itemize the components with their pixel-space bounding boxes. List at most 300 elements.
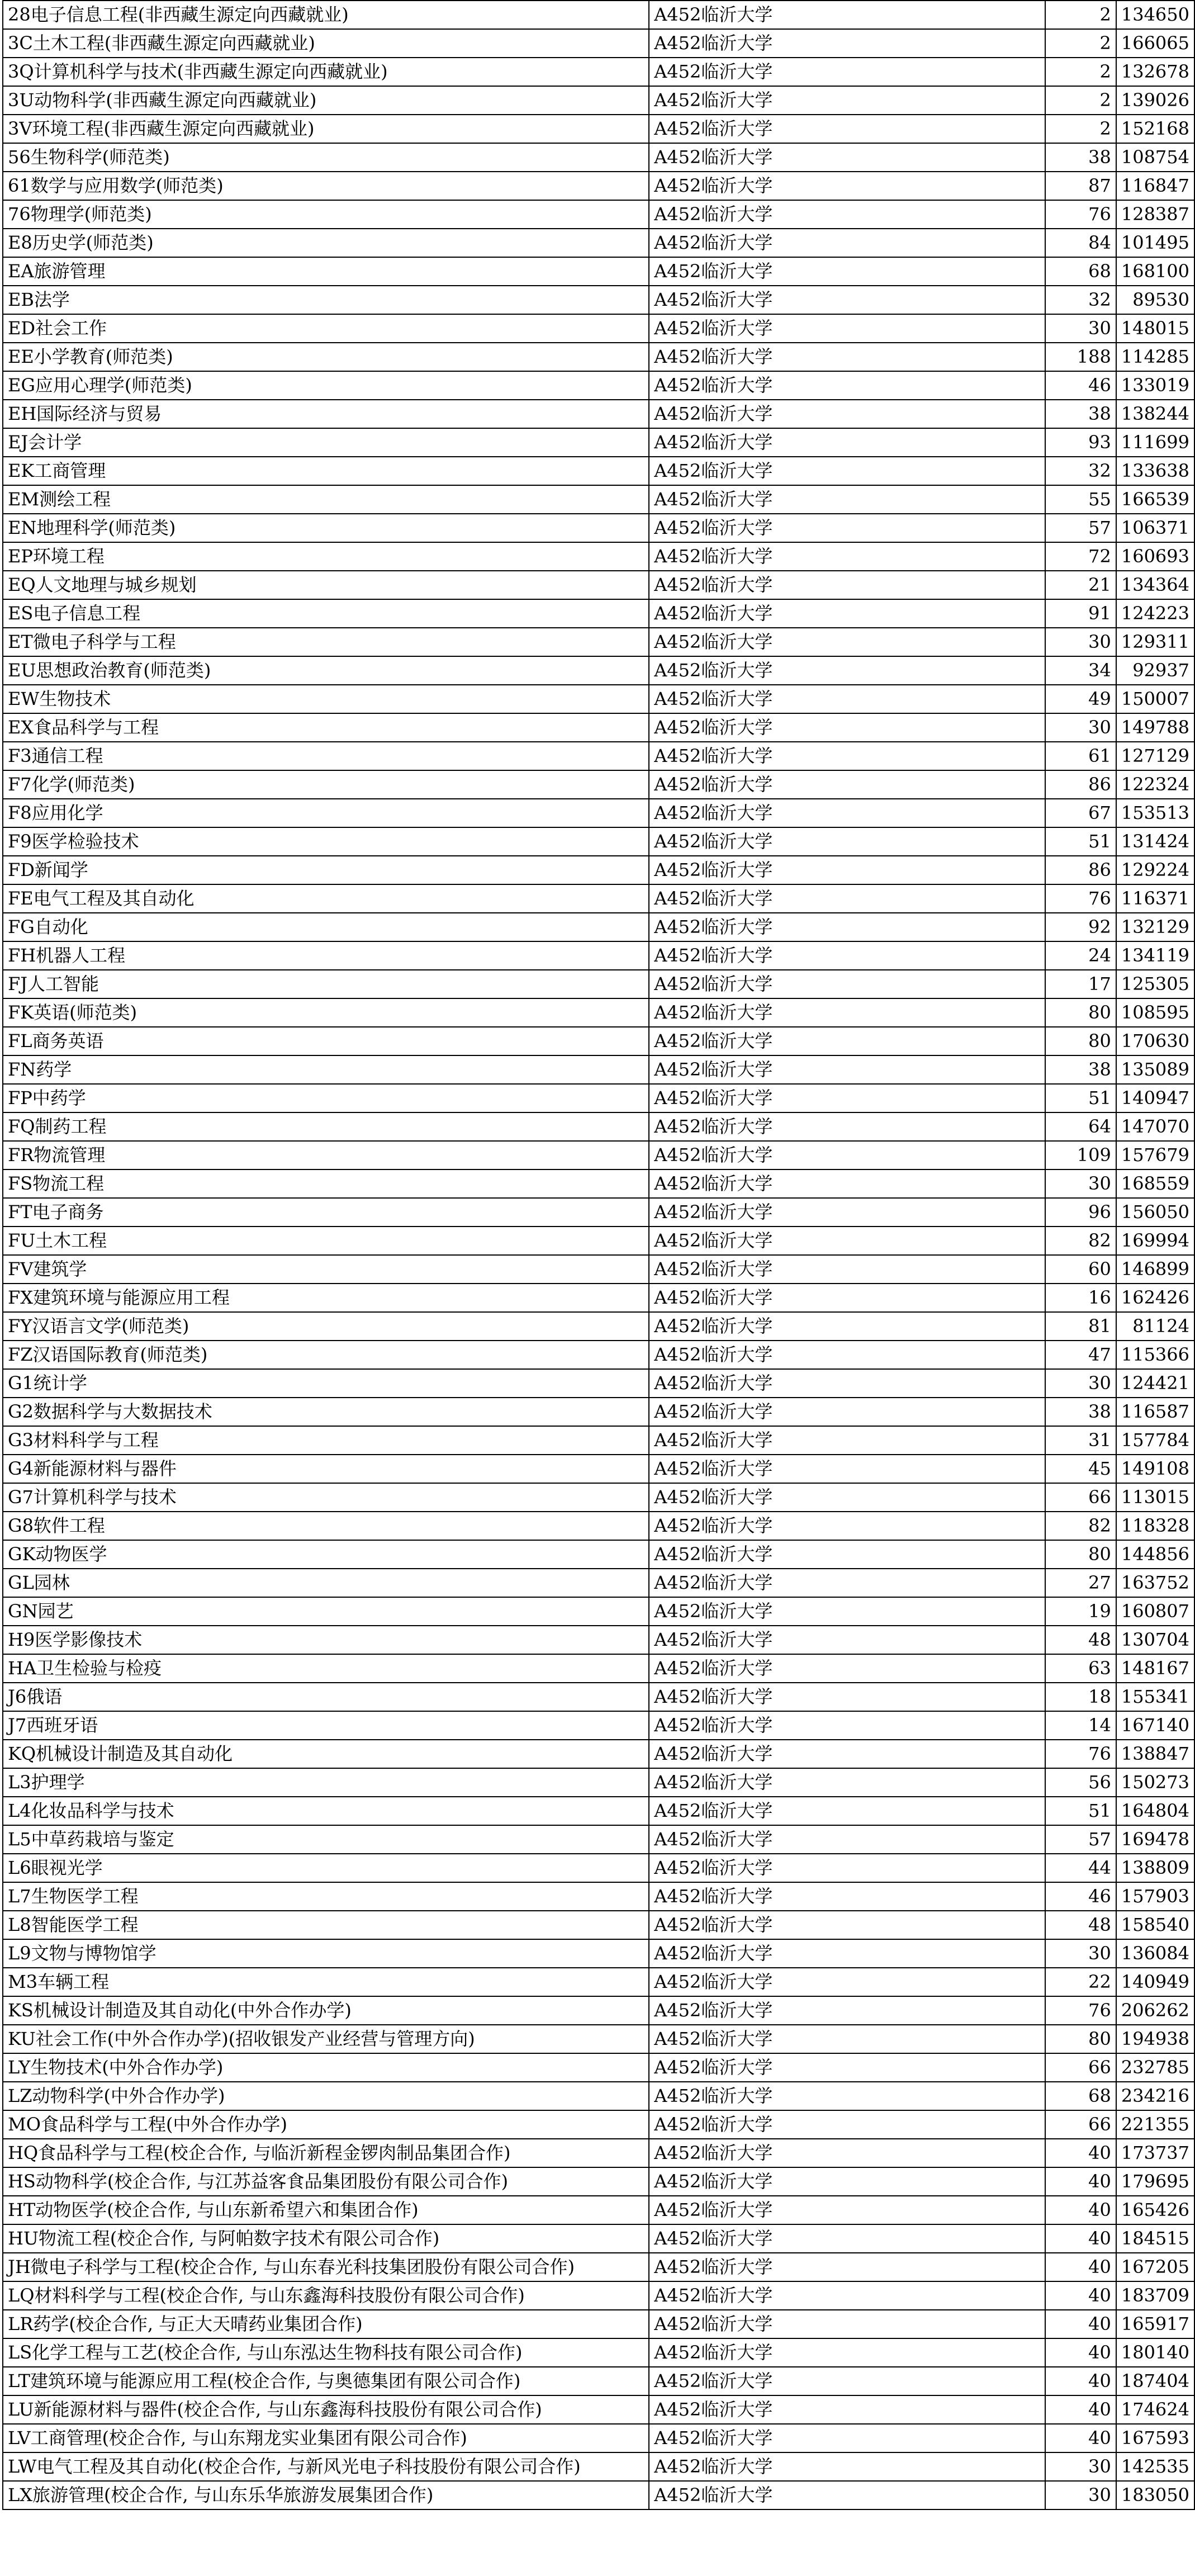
- table-row: [3, 229, 1194, 257]
- table-row: [3, 1112, 1194, 1141]
- school-cell: A452临沂大学: [649, 2338, 1045, 2367]
- rank-cell: 187404: [1116, 2367, 1194, 2395]
- major-cell: L6眼视光学: [3, 1854, 649, 1882]
- table-row: [3, 1084, 1194, 1112]
- major-cell: EG应用心理学(师范类): [3, 371, 649, 400]
- table-row: [3, 2053, 1194, 2082]
- school-cell: A452临沂大学: [649, 200, 1045, 229]
- major-cell: HU物流工程(校企合作, 与阿帕数字技术有限公司合作): [3, 2224, 649, 2253]
- rank-cell: 113015: [1116, 1483, 1194, 1512]
- table-row: [3, 400, 1194, 428]
- school-cell: A452临沂大学: [649, 1968, 1045, 1996]
- school-cell: A452临沂大学: [649, 314, 1045, 343]
- count-cell: 80: [1045, 1540, 1116, 1569]
- major-cell: EJ会计学: [3, 428, 649, 457]
- major-cell: M3车辆工程: [3, 1968, 649, 1996]
- count-cell: 66: [1045, 2110, 1116, 2139]
- count-cell: 30: [1045, 1939, 1116, 1968]
- school-cell: A452临沂大学: [649, 998, 1045, 1027]
- rank-cell: 183050: [1116, 2481, 1194, 2509]
- major-cell: FV建筑学: [3, 1255, 649, 1284]
- count-cell: 30: [1045, 1169, 1116, 1198]
- table-row: [3, 2367, 1194, 2395]
- school-cell: A452临沂大学: [649, 970, 1045, 998]
- table-row: [3, 2481, 1194, 2509]
- major-cell: LZ动物科学(中外合作办学): [3, 2082, 649, 2110]
- count-cell: 61: [1045, 742, 1116, 770]
- table-row: [3, 1968, 1194, 1996]
- table-row: [3, 1, 1194, 29]
- major-cell: EM测绘工程: [3, 485, 649, 514]
- rank-cell: 150273: [1116, 1768, 1194, 1797]
- school-cell: A452临沂大学: [649, 2139, 1045, 2167]
- count-cell: 86: [1045, 770, 1116, 799]
- school-cell: A452临沂大学: [649, 2452, 1045, 2481]
- table-row: [3, 1740, 1194, 1768]
- count-cell: 82: [1045, 1512, 1116, 1540]
- school-cell: A452临沂大学: [649, 457, 1045, 485]
- major-cell: EX食品科学与工程: [3, 713, 649, 742]
- rank-cell: 160693: [1116, 542, 1194, 571]
- school-cell: A452临沂大学: [649, 2253, 1045, 2281]
- rank-cell: 163752: [1116, 1569, 1194, 1597]
- rank-cell: 133638: [1116, 457, 1194, 485]
- rank-cell: 167140: [1116, 1711, 1194, 1740]
- major-cell: E8历史学(师范类): [3, 229, 649, 257]
- rank-cell: 184515: [1116, 2224, 1194, 2253]
- major-cell: EE小学教育(师范类): [3, 343, 649, 371]
- major-cell: ES电子信息工程: [3, 599, 649, 628]
- rank-cell: 125305: [1116, 970, 1194, 998]
- count-cell: 40: [1045, 2310, 1116, 2338]
- table-row: [3, 1284, 1194, 1312]
- table-row: [3, 314, 1194, 343]
- major-cell: FU土木工程: [3, 1227, 649, 1255]
- count-cell: 31: [1045, 1426, 1116, 1455]
- count-cell: 14: [1045, 1711, 1116, 1740]
- count-cell: 80: [1045, 1027, 1116, 1055]
- major-cell: EB法学: [3, 286, 649, 314]
- count-cell: 46: [1045, 371, 1116, 400]
- major-cell: F3通信工程: [3, 742, 649, 770]
- table-row: [3, 827, 1194, 856]
- major-cell: FN药学: [3, 1055, 649, 1084]
- school-cell: A452临沂大学: [649, 1027, 1045, 1055]
- count-cell: 30: [1045, 2481, 1116, 2509]
- school-cell: A452临沂大学: [649, 1, 1045, 29]
- rank-cell: 232785: [1116, 2053, 1194, 2082]
- table-row: [3, 1512, 1194, 1540]
- school-cell: A452临沂大学: [649, 2310, 1045, 2338]
- school-cell: A452临沂大学: [649, 2367, 1045, 2395]
- table-row: [3, 742, 1194, 770]
- count-cell: 51: [1045, 1797, 1116, 1825]
- major-cell: GK动物医学: [3, 1540, 649, 1569]
- major-cell: G7计算机科学与技术: [3, 1483, 649, 1512]
- table-row: [3, 1255, 1194, 1284]
- table-row: [3, 1654, 1194, 1683]
- table-row: [3, 2338, 1194, 2367]
- count-cell: 21: [1045, 571, 1116, 599]
- table-row: [3, 1797, 1194, 1825]
- table-row: [3, 343, 1194, 371]
- major-cell: FL商务英语: [3, 1027, 649, 1055]
- school-cell: A452临沂大学: [649, 1141, 1045, 1169]
- major-cell: L3护理学: [3, 1768, 649, 1797]
- school-cell: A452临沂大学: [649, 1483, 1045, 1512]
- school-cell: A452临沂大学: [649, 1512, 1045, 1540]
- table-row: [3, 884, 1194, 913]
- rank-cell: 142535: [1116, 2452, 1194, 2481]
- table-row: [3, 2395, 1194, 2424]
- rank-cell: 165426: [1116, 2196, 1194, 2224]
- school-cell: A452临沂大学: [649, 1084, 1045, 1112]
- table-row: [3, 457, 1194, 485]
- major-cell: FS物流工程: [3, 1169, 649, 1198]
- major-cell: L8智能医学工程: [3, 1911, 649, 1939]
- count-cell: 68: [1045, 257, 1116, 286]
- table-row: [3, 86, 1194, 115]
- count-cell: 91: [1045, 599, 1116, 628]
- count-cell: 38: [1045, 1055, 1116, 1084]
- major-cell: L7生物医学工程: [3, 1882, 649, 1911]
- major-cell: FQ制药工程: [3, 1112, 649, 1141]
- rank-cell: 166065: [1116, 29, 1194, 58]
- school-cell: A452临沂大学: [649, 913, 1045, 941]
- count-cell: 80: [1045, 2025, 1116, 2053]
- table-row: [3, 1768, 1194, 1797]
- rank-cell: 111699: [1116, 428, 1194, 457]
- major-cell: FT电子商务: [3, 1198, 649, 1227]
- school-cell: A452临沂大学: [649, 2424, 1045, 2452]
- count-cell: 44: [1045, 1854, 1116, 1882]
- rank-cell: 139026: [1116, 86, 1194, 115]
- table-row: [3, 1341, 1194, 1369]
- count-cell: 2: [1045, 1, 1116, 29]
- table-row: [3, 1711, 1194, 1740]
- major-cell: FR物流管理: [3, 1141, 649, 1169]
- count-cell: 81: [1045, 1312, 1116, 1341]
- major-cell: G3材料科学与工程: [3, 1426, 649, 1455]
- rank-cell: 116847: [1116, 172, 1194, 200]
- rank-cell: 135089: [1116, 1055, 1194, 1084]
- rank-cell: 148167: [1116, 1654, 1194, 1683]
- major-cell: FE电气工程及其自动化: [3, 884, 649, 913]
- table-row: [3, 1483, 1194, 1512]
- rank-cell: 129224: [1116, 856, 1194, 884]
- major-cell: HQ食品科学与工程(校企合作, 与临沂新程金锣肉制品集团合作): [3, 2139, 649, 2167]
- school-cell: A452临沂大学: [649, 115, 1045, 143]
- rank-cell: 134364: [1116, 571, 1194, 599]
- school-cell: A452临沂大学: [649, 542, 1045, 571]
- school-cell: A452临沂大学: [649, 1711, 1045, 1740]
- rank-cell: 146899: [1116, 1255, 1194, 1284]
- major-cell: LW电气工程及其自动化(校企合作, 与新风光电子科技股份有限公司合作): [3, 2452, 649, 2481]
- count-cell: 2: [1045, 29, 1116, 58]
- school-cell: A452临沂大学: [649, 1626, 1045, 1654]
- rank-cell: 134650: [1116, 1, 1194, 29]
- table-row: [3, 856, 1194, 884]
- rank-cell: 127129: [1116, 742, 1194, 770]
- table-row: [3, 1369, 1194, 1398]
- count-cell: 60: [1045, 1255, 1116, 1284]
- table-row: [3, 514, 1194, 542]
- rank-cell: 129311: [1116, 628, 1194, 656]
- rank-cell: 114285: [1116, 343, 1194, 371]
- major-cell: FP中药学: [3, 1084, 649, 1112]
- table-row: [3, 1198, 1194, 1227]
- school-cell: A452临沂大学: [649, 742, 1045, 770]
- table-row: [3, 770, 1194, 799]
- table-row: [3, 200, 1194, 229]
- school-cell: A452临沂大学: [649, 1683, 1045, 1711]
- major-cell: G4新能源材料与器件: [3, 1455, 649, 1483]
- school-cell: A452临沂大学: [649, 286, 1045, 314]
- rank-cell: 169478: [1116, 1825, 1194, 1854]
- table-row: [3, 1169, 1194, 1198]
- table-row: [3, 1569, 1194, 1597]
- major-cell: J6俄语: [3, 1683, 649, 1711]
- major-cell: LY生物技术(中外合作办学): [3, 2053, 649, 2082]
- count-cell: 51: [1045, 827, 1116, 856]
- table-row: [3, 29, 1194, 58]
- table-row: [3, 2310, 1194, 2338]
- major-cell: 3C土木工程(非西藏生源定向西藏就业): [3, 29, 649, 58]
- rank-cell: 89530: [1116, 286, 1194, 314]
- major-cell: KU社会工作(中外合作办学)(招收银发产业经营与管理方向): [3, 2025, 649, 2053]
- count-cell: 40: [1045, 2281, 1116, 2310]
- count-cell: 40: [1045, 2196, 1116, 2224]
- rank-cell: 206262: [1116, 1996, 1194, 2025]
- school-cell: A452临沂大学: [649, 656, 1045, 685]
- school-cell: A452临沂大学: [649, 770, 1045, 799]
- major-cell: FH机器人工程: [3, 941, 649, 970]
- count-cell: 17: [1045, 970, 1116, 998]
- school-cell: A452临沂大学: [649, 1540, 1045, 1569]
- count-cell: 66: [1045, 1483, 1116, 1512]
- rank-cell: 164804: [1116, 1797, 1194, 1825]
- school-cell: A452临沂大学: [649, 143, 1045, 172]
- rank-cell: 140949: [1116, 1968, 1194, 1996]
- table-row: [3, 1055, 1194, 1084]
- rank-cell: 140947: [1116, 1084, 1194, 1112]
- school-cell: A452临沂大学: [649, 1740, 1045, 1768]
- rank-cell: 152168: [1116, 115, 1194, 143]
- rank-cell: 130704: [1116, 1626, 1194, 1654]
- school-cell: A452临沂大学: [649, 1597, 1045, 1626]
- table-row: [3, 571, 1194, 599]
- count-cell: 46: [1045, 1882, 1116, 1911]
- school-cell: A452临沂大学: [649, 1768, 1045, 1797]
- major-cell: EP环境工程: [3, 542, 649, 571]
- count-cell: 64: [1045, 1112, 1116, 1141]
- count-cell: 76: [1045, 1740, 1116, 1768]
- table-row: [3, 257, 1194, 286]
- school-cell: A452临沂大学: [649, 1398, 1045, 1426]
- school-cell: A452临沂大学: [649, 827, 1045, 856]
- school-cell: A452临沂大学: [649, 2224, 1045, 2253]
- table-row: [3, 1027, 1194, 1055]
- school-cell: A452临沂大学: [649, 1654, 1045, 1683]
- table-row: [3, 2424, 1194, 2452]
- rank-cell: 150007: [1116, 685, 1194, 713]
- count-cell: 45: [1045, 1455, 1116, 1483]
- count-cell: 38: [1045, 1398, 1116, 1426]
- school-cell: A452临沂大学: [649, 2196, 1045, 2224]
- table-row: [3, 1854, 1194, 1882]
- rank-cell: 92937: [1116, 656, 1194, 685]
- table-row: [3, 2082, 1194, 2110]
- major-cell: G2数据科学与大数据技术: [3, 1398, 649, 1426]
- major-cell: FX建筑环境与能源应用工程: [3, 1284, 649, 1312]
- table-row: [3, 1540, 1194, 1569]
- count-cell: 30: [1045, 2452, 1116, 2481]
- major-cell: GN园艺: [3, 1597, 649, 1626]
- rank-cell: 183709: [1116, 2281, 1194, 2310]
- rank-cell: 128387: [1116, 200, 1194, 229]
- rank-cell: 106371: [1116, 514, 1194, 542]
- count-cell: 80: [1045, 998, 1116, 1027]
- count-cell: 30: [1045, 314, 1116, 343]
- rank-cell: 134119: [1116, 941, 1194, 970]
- rank-cell: 136084: [1116, 1939, 1194, 1968]
- table-row: [3, 172, 1194, 200]
- table-row: [3, 1426, 1194, 1455]
- major-cell: MO食品科学与工程(中外合作办学): [3, 2110, 649, 2139]
- school-cell: A452临沂大学: [649, 485, 1045, 514]
- school-cell: A452临沂大学: [649, 86, 1045, 115]
- school-cell: A452临沂大学: [649, 2395, 1045, 2424]
- count-cell: 48: [1045, 1626, 1116, 1654]
- major-cell: EK工商管理: [3, 457, 649, 485]
- rank-cell: 158540: [1116, 1911, 1194, 1939]
- rank-cell: 153513: [1116, 799, 1194, 827]
- table-row: [3, 428, 1194, 457]
- major-cell: KS机械设计制造及其自动化(中外合作办学): [3, 1996, 649, 2025]
- major-cell: 28电子信息工程(非西藏生源定向西藏就业): [3, 1, 649, 29]
- rank-cell: 155341: [1116, 1683, 1194, 1711]
- major-cell: FK英语(师范类): [3, 998, 649, 1027]
- count-cell: 22: [1045, 1968, 1116, 1996]
- major-cell: 3Q计算机科学与技术(非西藏生源定向西藏就业): [3, 58, 649, 86]
- major-cell: L5中草药栽培与鉴定: [3, 1825, 649, 1854]
- count-cell: 76: [1045, 884, 1116, 913]
- count-cell: 34: [1045, 656, 1116, 685]
- count-cell: 19: [1045, 1597, 1116, 1626]
- school-cell: A452临沂大学: [649, 1284, 1045, 1312]
- major-cell: EN地理科学(师范类): [3, 514, 649, 542]
- table-row: [3, 1626, 1194, 1654]
- major-cell: EW生物技术: [3, 685, 649, 713]
- count-cell: 76: [1045, 1996, 1116, 2025]
- count-cell: 56: [1045, 1768, 1116, 1797]
- table-row: [3, 685, 1194, 713]
- rank-cell: 118328: [1116, 1512, 1194, 1540]
- table-row: [3, 1141, 1194, 1169]
- count-cell: 96: [1045, 1198, 1116, 1227]
- school-cell: A452临沂大学: [649, 1996, 1045, 2025]
- school-cell: A452临沂大学: [649, 884, 1045, 913]
- table-row: [3, 2110, 1194, 2139]
- major-cell: HA卫生检验与检疫: [3, 1654, 649, 1683]
- rank-cell: 234216: [1116, 2082, 1194, 2110]
- table-row: [3, 2452, 1194, 2481]
- count-cell: 57: [1045, 1825, 1116, 1854]
- table-row: [3, 998, 1194, 1027]
- rank-cell: 133019: [1116, 371, 1194, 400]
- rank-cell: 122324: [1116, 770, 1194, 799]
- rank-cell: 180140: [1116, 2338, 1194, 2367]
- count-cell: 55: [1045, 485, 1116, 514]
- count-cell: 30: [1045, 1369, 1116, 1398]
- table-row: [3, 1455, 1194, 1483]
- count-cell: 30: [1045, 713, 1116, 742]
- school-cell: A452临沂大学: [649, 713, 1045, 742]
- rank-cell: 157903: [1116, 1882, 1194, 1911]
- rank-cell: 160807: [1116, 1597, 1194, 1626]
- table-row: [3, 1312, 1194, 1341]
- count-cell: 49: [1045, 685, 1116, 713]
- count-cell: 67: [1045, 799, 1116, 827]
- rank-cell: 174624: [1116, 2395, 1194, 2424]
- school-cell: A452临沂大学: [649, 257, 1045, 286]
- table-row: [3, 542, 1194, 571]
- table-row: [3, 143, 1194, 172]
- count-cell: 57: [1045, 514, 1116, 542]
- count-cell: 38: [1045, 400, 1116, 428]
- school-cell: A452临沂大学: [649, 628, 1045, 656]
- count-cell: 2: [1045, 115, 1116, 143]
- school-cell: A452临沂大学: [649, 1369, 1045, 1398]
- school-cell: A452临沂大学: [649, 1198, 1045, 1227]
- count-cell: 72: [1045, 542, 1116, 571]
- rank-cell: 124223: [1116, 599, 1194, 628]
- school-cell: A452临沂大学: [649, 1227, 1045, 1255]
- count-cell: 93: [1045, 428, 1116, 457]
- rank-cell: 116587: [1116, 1398, 1194, 1426]
- count-cell: 51: [1045, 1084, 1116, 1112]
- rank-cell: 167205: [1116, 2253, 1194, 2281]
- school-cell: A452临沂大学: [649, 229, 1045, 257]
- count-cell: 40: [1045, 2224, 1116, 2253]
- rank-cell: 108754: [1116, 143, 1194, 172]
- count-cell: 82: [1045, 1227, 1116, 1255]
- table-row: [3, 1227, 1194, 1255]
- rank-cell: 168100: [1116, 257, 1194, 286]
- school-cell: A452临沂大学: [649, 856, 1045, 884]
- school-cell: A452临沂大学: [649, 1055, 1045, 1084]
- school-cell: A452临沂大学: [649, 1341, 1045, 1369]
- major-cell: KQ机械设计制造及其自动化: [3, 1740, 649, 1768]
- table-row: [3, 115, 1194, 143]
- table-row: [3, 1939, 1194, 1968]
- school-cell: A452临沂大学: [649, 2281, 1045, 2310]
- count-cell: 32: [1045, 457, 1116, 485]
- rank-cell: 108595: [1116, 998, 1194, 1027]
- count-cell: 40: [1045, 2395, 1116, 2424]
- table-row: [3, 628, 1194, 656]
- school-cell: A452临沂大学: [649, 1255, 1045, 1284]
- table-row: [3, 1882, 1194, 1911]
- major-cell: GL园林: [3, 1569, 649, 1597]
- count-cell: 40: [1045, 2367, 1116, 2395]
- rank-cell: 116371: [1116, 884, 1194, 913]
- count-cell: 84: [1045, 229, 1116, 257]
- major-cell: LV工商管理(校企合作, 与山东翔龙实业集团有限公司合作): [3, 2424, 649, 2452]
- major-cell: LT建筑环境与能源应用工程(校企合作, 与奥德集团有限公司合作): [3, 2367, 649, 2395]
- major-cell: HT动物医学(校企合作, 与山东新希望六和集团合作): [3, 2196, 649, 2224]
- rank-cell: 157784: [1116, 1426, 1194, 1455]
